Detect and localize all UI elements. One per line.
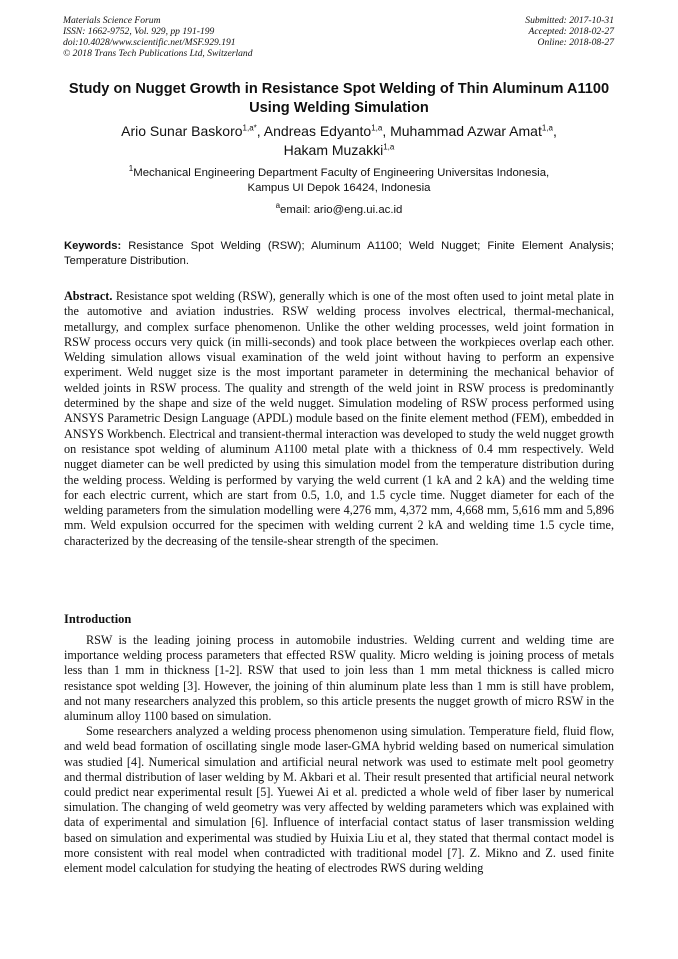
body-paragraph: RSW is the leading joining process in automobile industries. Welding current and welding time are importance welding process parameters that effected RSW quality. Micro welding is joining process of metals less than 1 mm in thickness [1-2]. RSW that used to join less than 1 mm metal thickness is called micro resistance spot welding [3]. However, the joining of thin aluminum plate less than 1 mm is still have problem, and not many researchers analyzed this problem, so this article presents the nugget growth of micro RSW in the aluminum alloy 1100 based on simulation. (64, 633, 614, 724)
copyright-line: © 2018 Trans Tech Publications Ltd, Switzerland (63, 48, 253, 59)
journal-name: Materials Science Forum (63, 15, 161, 26)
author-separator: , (256, 123, 264, 139)
keywords-text: Resistance Spot Welding (RSW); Aluminum A1100; Weld Nugget; Finite Element Analysis; Temperature Distribution. (64, 240, 614, 267)
doi-line: doi:10.4028/www.scientific.net/MSF.929.191 (63, 37, 236, 48)
author-affiliation-mark: 1,a (371, 123, 383, 133)
affiliation-line-1: Mechanical Engineering Department Faculty of Engineering Universitas Indonesia, (133, 167, 550, 179)
affiliation-mark: 1 (128, 164, 134, 174)
author-name: Hakam Muzakki (283, 142, 384, 158)
affiliation (60, 166, 618, 196)
dates-header (525, 15, 614, 48)
introduction-body (64, 633, 614, 876)
author-list (60, 122, 618, 160)
online-date: Online: 2018-08-27 (537, 37, 614, 48)
abstract-block (64, 289, 614, 549)
author-separator: , (382, 123, 391, 139)
author-affiliation-mark: 1,a (383, 142, 395, 152)
abstract-text: Resistance spot welding (RSW), generally which is one of the most often used to joint metal plate in the automotive and aviation industries. RSW welding process involves electrical, thermal-mechanical, metallurgy, and complex surface phenomenon. Unlike the other welding processes, weld joint formation in RSW process occurs very quick (in milli-seconds) and took place between the workpieces overlap each other. Welding simulation allows visual examination of the weld joint without having to perform an expensive experiment. Weld nugget size is the most important parameter in determining the mechanical behavior of welded joints in RSW process. The quality and strength of the weld joint in RSW process is predominantly determined by the shape and size of the weld nugget. Simulation modeling of RSW process performed using ANSYS Parametric Design Language (APDL) module based on the finite element method (FEM), embedded in ANSYS Workbench. Electrical and transient-thermal interaction was developed to study the weld nugget growth on resistance spot welding of aluminum A1100 metal plate with a thickness of 0.4 mm respectively. Weld nugget diameter can be well predicted by using this simulation model from the temperature distribution during the welding process. Welding is performed by varying the weld current (1 kA and 2 kA) and the welding time for each electric current, which are start from 0.5, 1.0, and 1.5 cycle time. Nugget diameter for each of the welding parameters from the simulation modelling were 4,276 mm, 4,372 mm, 4,668 mm, 5,616 mm and 5,896 mm. Weld expulsion occurred for the specimen with welding current 2 kA and welding time 1.5 cycle time, characterized by the decreasing of the tensile-shear strength of the specimen. (64, 289, 614, 548)
paper-title: Study on Nugget Growth in Resistance Spot Welding of Thin Aluminum A1100 Using Welding Simulation (68, 81, 610, 116)
accepted-date: Accepted: 2018-02-27 (528, 26, 614, 37)
journal-header (63, 15, 253, 59)
author-name: Muhammad Azwar Amat (390, 123, 542, 139)
keywords-label: Keywords: (64, 240, 122, 252)
email-mark: a (275, 201, 281, 211)
author-affiliation-mark: 1,a (541, 123, 553, 133)
keywords-block (64, 239, 614, 269)
author-affiliation-mark: 1,a* (242, 123, 257, 133)
author-separator: , (552, 123, 557, 139)
abstract-label: Abstract. (64, 289, 113, 303)
submitted-date: Submitted: 2017-10-31 (525, 15, 614, 26)
introduction-heading: Introduction (64, 612, 132, 626)
issn-line: ISSN: 1662-9752, Vol. 929, pp 191-199 (63, 26, 215, 37)
body-paragraph: Some researchers analyzed a welding process phenomenon using simulation. Temperature field, fluid flow, and weld bead formation of oscillating single mode laser-GMA hybrid welding based on numerical simulation was studied [4]. Numerical simulation and artificial neural network was used to estimate melt pool geometry and thermal distribution of laser welding by M. Akbari et al. Their result presented that artificial neural network could predict near experimental result [5]. Yuewei Ai et al. predicted a whole weld of fiber laser by numerical simulation. The changing of weld geometry was very affected by welding parameters which was explained with data of experimental and simulation [6]. Influence of interfacial contact status of laser transmission welding based on simulation and experimental was studied by Huixia Liu et al, they stated that thermal contact model is more consistent with real model when contradicted with traditional model [7]. Z. Mikno and Z. used finite element model calculation for studying the heating of electrodes RWS during welding (64, 724, 614, 876)
author-name: Ario Sunar Baskoro (121, 123, 243, 139)
contact-email (60, 203, 618, 218)
email-text: email: ario@eng.ui.ac.id (280, 204, 403, 216)
author-name: Andreas Edyanto (263, 123, 372, 139)
affiliation-line-2: Kampus UI Depok 16424, Indonesia (247, 182, 431, 194)
